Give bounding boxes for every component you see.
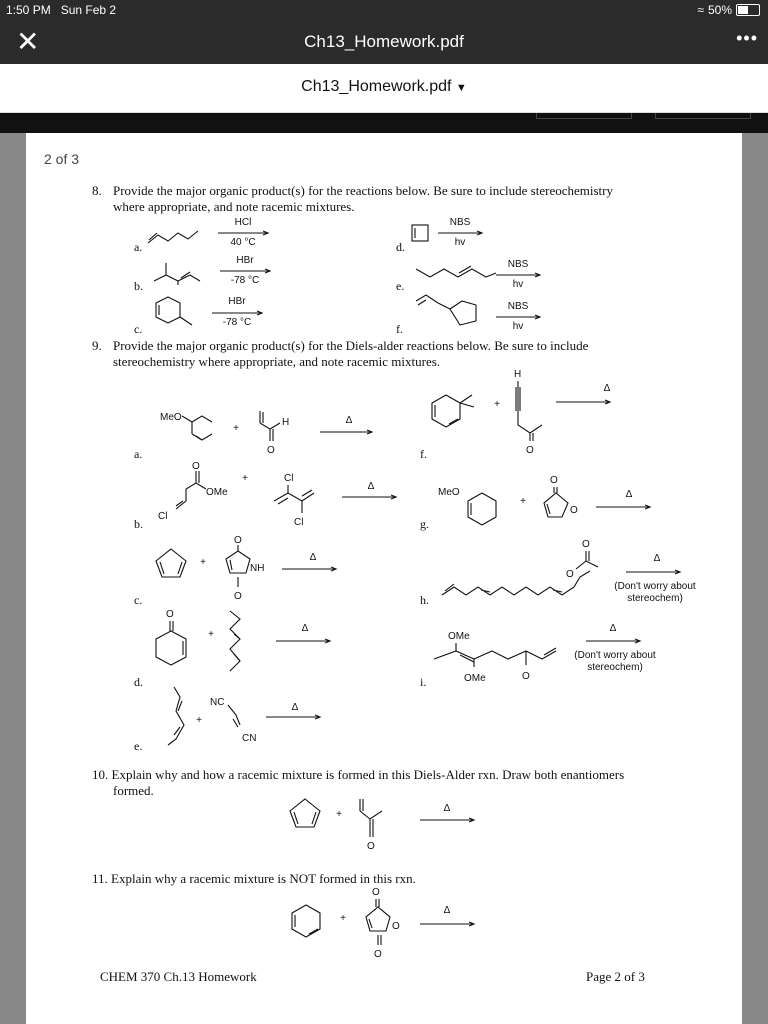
q8-label-f: f. [396, 322, 403, 336]
meo-label: MeO [160, 412, 182, 423]
cl-label: Cl [294, 517, 304, 528]
wifi-icon: ≈ [697, 3, 704, 17]
q9i-arrow [586, 638, 642, 644]
q9b-dienophile [264, 471, 334, 529]
q9b-heat: Δ [367, 481, 375, 492]
o-label: O [570, 505, 578, 516]
o-label: O [234, 591, 242, 602]
q9-text-1: Provide the major organic product(s) for the Diels-alder reactions below. Be sure to include [113, 338, 589, 353]
q8-label-e: e. [396, 279, 405, 293]
q8d-structure [410, 223, 432, 245]
q9f-dienophile [510, 367, 560, 459]
close-icon[interactable]: ✕ [16, 26, 40, 57]
q8b-reagent-top: HBr [236, 255, 254, 266]
o-label: O [166, 609, 174, 620]
q9d-arrow [276, 638, 332, 644]
q8c-reagent-bottom: -78 °C [222, 317, 252, 328]
q9-label-c: c. [134, 593, 143, 607]
q11-plus: + [340, 913, 346, 924]
q9c-dienophile [222, 533, 282, 603]
q9h-note-1: (Don't worry about [614, 581, 696, 592]
cn-label: CN [242, 733, 257, 744]
q9e-arrow [266, 714, 322, 720]
o-label: O [550, 475, 558, 486]
q10-diene [288, 797, 324, 831]
o-label: O [582, 539, 590, 550]
cl-label: Cl [284, 473, 294, 484]
q9-label-g: g. [420, 517, 429, 531]
q9c-heat: Δ [309, 552, 317, 563]
o-label: O [367, 841, 375, 852]
q10-text-1: 10. Explain why and how a racemic mixture is formed in this Diels-Alder rxn. Draw both enantiomers [92, 767, 625, 782]
nav-title: Ch13_Homework.pdf [304, 32, 464, 51]
q8b-structure [152, 261, 202, 287]
q9h-structure [440, 537, 620, 603]
more-icon[interactable]: ••• [736, 28, 758, 48]
q9b-diene [156, 461, 256, 521]
battery-icon [736, 4, 760, 16]
q9g-arrow [596, 504, 652, 510]
q9g-plus: + [520, 496, 526, 507]
cl-label: Cl [158, 511, 168, 522]
o-label: O [392, 921, 400, 932]
nav-bar [0, 20, 768, 64]
toolbar-tab [536, 113, 632, 119]
q9-label-h: h. [420, 593, 429, 607]
meo-label: MeO [438, 487, 460, 498]
ome-label: OMe [206, 487, 228, 498]
o-label: O [526, 445, 534, 456]
q9-label-i: i. [420, 675, 427, 689]
q10-plus: + [336, 809, 342, 820]
q10-arrow [420, 817, 476, 823]
q8a-reagent-bottom: 40 °C [230, 237, 256, 248]
pdf-viewer[interactable] [0, 133, 768, 1024]
status-date: Sun Feb 2 [60, 3, 117, 17]
q11-arrow [420, 921, 476, 927]
q9i-note-2: stereochem) [587, 662, 643, 673]
q8-number: 8. [92, 183, 102, 198]
q9f-plus: + [494, 399, 500, 410]
q8a-arrow [218, 230, 270, 236]
q9h-arrow [626, 569, 682, 575]
q8-label-c: c. [134, 322, 143, 336]
h-label: H [514, 369, 522, 380]
o-label: O [374, 949, 382, 960]
q9g-heat: Δ [625, 489, 633, 500]
q11-dienophile [360, 885, 410, 961]
o-label: O [192, 461, 200, 472]
q8e-reagent-bottom: hv [512, 279, 524, 290]
q8-text-1: Provide the major organic product(s) for the reactions below. Be sure to include stereochemistry [113, 183, 613, 198]
q9b-plus: + [242, 473, 248, 484]
q9-label-d: d. [134, 675, 143, 689]
q9-label-f: f. [420, 447, 427, 461]
q9c-diene [154, 547, 190, 581]
q9i-structure [432, 627, 562, 687]
q9f-diene [430, 389, 480, 429]
q9d-dienophile [226, 609, 256, 681]
q8c-structure [154, 295, 194, 329]
q10-heat: Δ [443, 803, 451, 814]
q9d-plus: + [208, 629, 214, 640]
q9d-heat: Δ [301, 623, 309, 634]
q9-text-2: stereochemistry where appropriate, and note racemic mixtures. [113, 354, 441, 369]
q9a-arrow [320, 429, 374, 435]
q9a-heat: Δ [345, 415, 353, 426]
q9e-diene [166, 685, 196, 749]
q9g-dienophile [540, 473, 584, 529]
nc-label: NC [210, 697, 225, 708]
q8-label-a: a. [134, 240, 143, 254]
ome-label: OMe [448, 631, 470, 642]
q8b-reagent-bottom: -78 °C [230, 275, 260, 286]
q9-label-b: b. [134, 517, 143, 531]
q9c-plus: + [200, 557, 206, 568]
q8-label-d: d. [396, 240, 405, 254]
q8f-reagent-top: NBS [507, 301, 529, 312]
ome-label: OMe [464, 673, 486, 684]
q11-text: 11. Explain why a racemic mixture is NOT formed in this rxn. [92, 871, 416, 886]
footer-course: CHEM 370 Ch.13 Homework [100, 969, 257, 984]
q8e-structure [414, 263, 498, 283]
q11-heat: Δ [443, 905, 451, 916]
q9h-heat: Δ [653, 553, 661, 564]
q9a-plus: + [233, 423, 239, 434]
q9i-note-1: (Don't worry about [574, 650, 656, 661]
o-label: O [522, 671, 530, 682]
o-label: O [234, 535, 242, 546]
q8f-reagent-bottom: hv [512, 321, 524, 332]
q9b-arrow [342, 494, 398, 500]
q8e-reagent-top: NBS [507, 259, 529, 270]
q8a-reagent-top: HCl [234, 217, 252, 228]
toolbar-band [0, 113, 768, 133]
q9d-diene [154, 607, 194, 673]
document-selector-bar [0, 64, 768, 113]
caret-down-icon: ▼ [455, 82, 467, 94]
q9c-arrow [282, 566, 338, 572]
q9e-plus: + [196, 715, 202, 726]
page-indicator: 2 of 3 [44, 151, 80, 167]
q8d-reagent-top: NBS [449, 217, 471, 228]
q8f-arrow [496, 314, 542, 320]
nh-label: NH [250, 563, 265, 574]
document-selector[interactable]: Ch13_Homework.pdf ▼ [301, 78, 467, 95]
q9f-arrow [556, 399, 612, 405]
battery-percent: 50% [707, 3, 732, 17]
q8d-arrow [438, 230, 484, 236]
q8-text-2: where appropriate, and note racemic mixtures. [113, 199, 355, 214]
status-bar [0, 0, 768, 20]
q9f-heat: Δ [603, 383, 611, 394]
q8d-reagent-bottom: hv [454, 237, 466, 248]
q9-label-e: e. [134, 739, 143, 753]
toolbar-tab [655, 113, 751, 119]
o-label: O [372, 887, 380, 898]
q9g-diene [438, 479, 508, 525]
q8b-arrow [220, 268, 272, 274]
o-label: O [566, 569, 574, 580]
o-label: O [267, 445, 275, 456]
q9a-dienophile [256, 409, 296, 457]
q9e-heat: Δ [291, 702, 299, 713]
q10-dienophile [354, 797, 394, 855]
status-time: 1:50 PM Sun Feb 2 [6, 3, 117, 17]
q9i-heat: Δ [609, 623, 617, 634]
q9a-diene [156, 408, 216, 448]
q8a-structure [146, 228, 206, 248]
q8e-arrow [496, 272, 542, 278]
q10-text-2: formed. [113, 783, 154, 798]
q9-label-a: a. [134, 447, 143, 461]
q8c-arrow [212, 310, 264, 316]
q8c-reagent-top: HBr [228, 296, 246, 307]
pdf-page [26, 133, 742, 1024]
q8-label-b: b. [134, 279, 143, 293]
q9-number: 9. [92, 338, 102, 353]
h-label: H [282, 417, 290, 428]
status-right [697, 3, 760, 17]
footer-page-number: Page 2 of 3 [586, 969, 645, 984]
q9h-note-2: stereochem) [627, 593, 683, 604]
q8f-structure [414, 293, 494, 331]
q11-diene [290, 903, 326, 939]
